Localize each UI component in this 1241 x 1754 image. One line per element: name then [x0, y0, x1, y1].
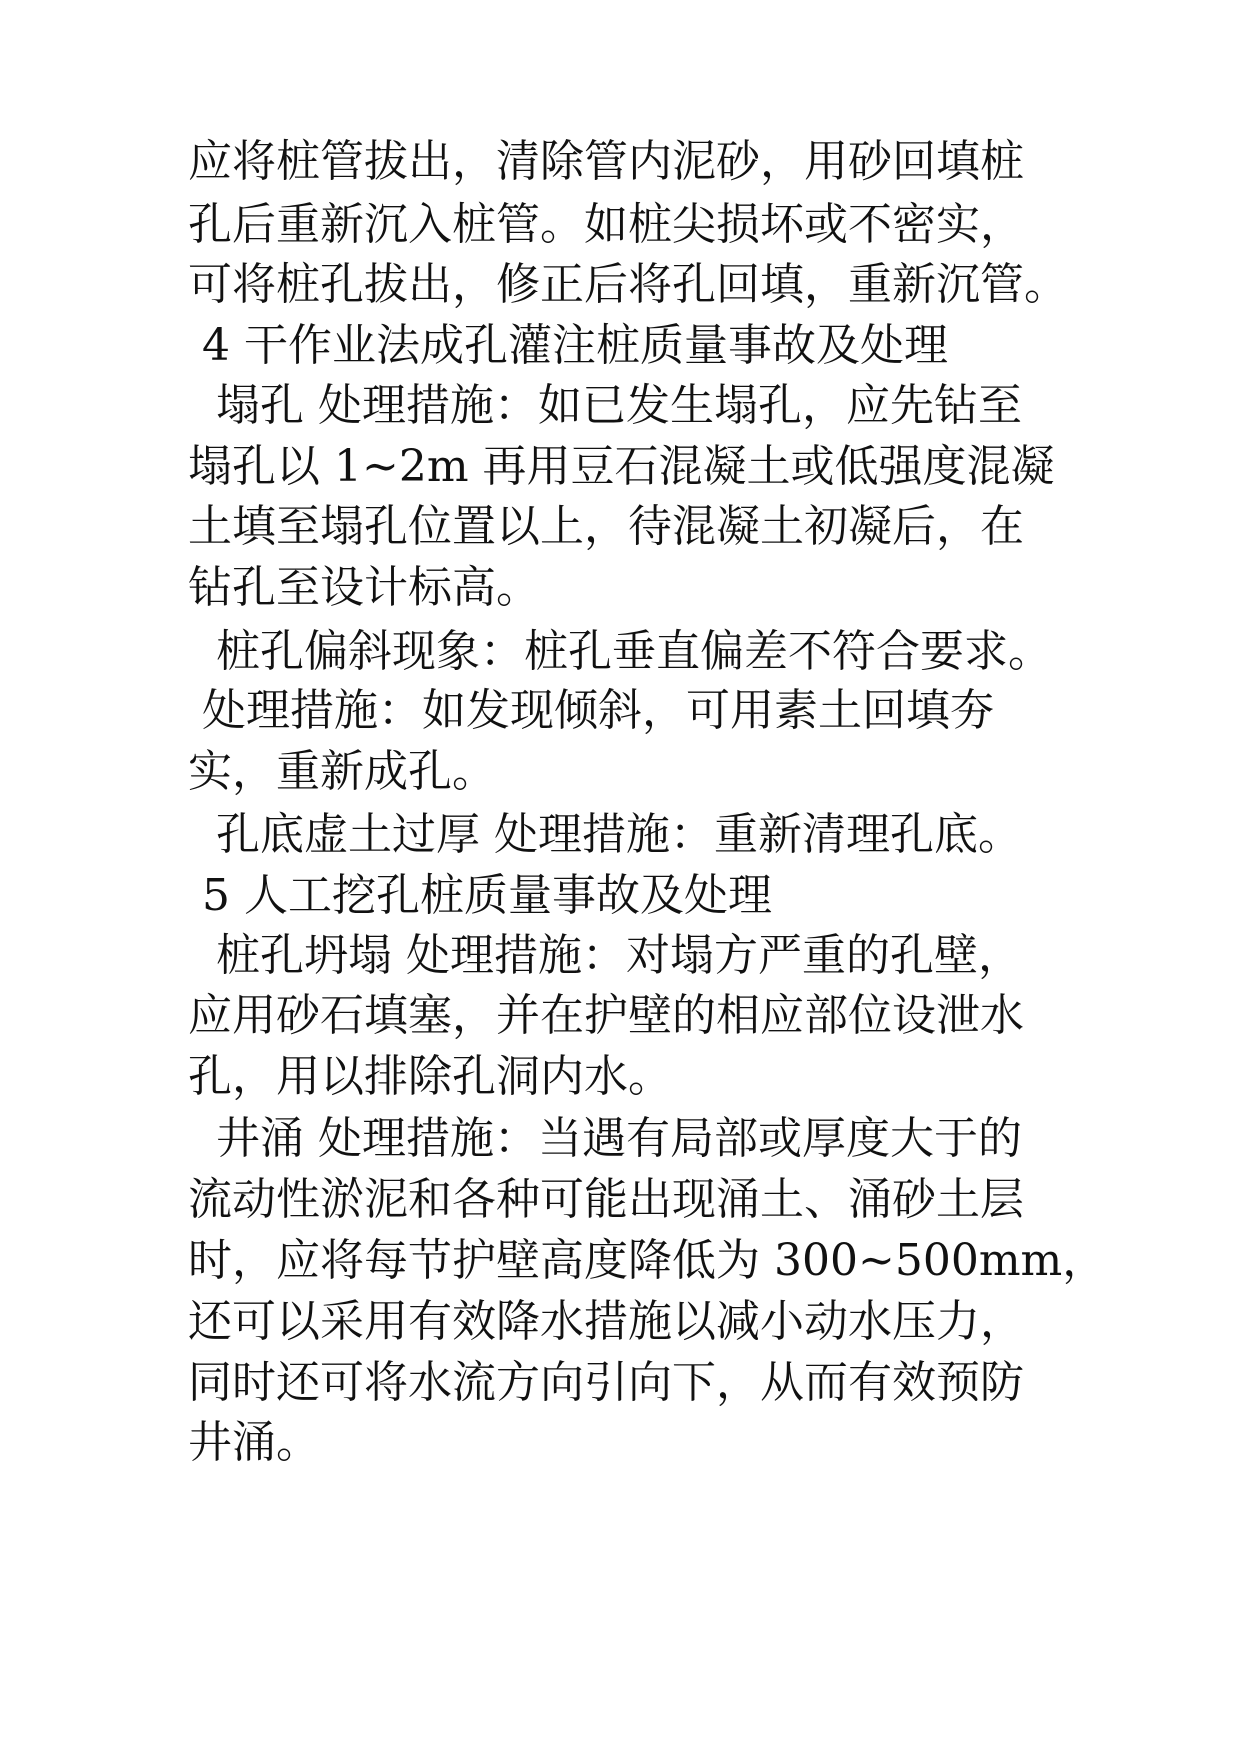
text-line: 塌孔以 1~2m 再用豆石混凝土或低强度混凝	[188, 441, 1055, 492]
text-line: 桩孔偏斜现象：桩孔垂直偏差不符合要求。	[188, 626, 1052, 677]
text-line: 应将桩管拔出，清除管内泥砂，用砂回填桩	[188, 136, 1024, 187]
text-line: 可将桩孔拔出，修正后将孔回填，重新沉管。	[188, 259, 1068, 310]
text-line: 孔底虚土过厚 处理措施：重新清理孔底。	[188, 809, 1022, 860]
text-line: 时，应将每节护壁高度降低为 300~500mm，	[188, 1235, 1107, 1286]
section-heading: 5 人工挖孔桩质量事故及处理	[188, 870, 772, 921]
text-line: 应用砂石填塞，并在护壁的相应部位设泄水	[188, 990, 1024, 1041]
text-line: 孔，用以排除孔洞内水。	[188, 1051, 672, 1102]
text-line: 井涌 处理措施：当遇有局部或厚度大于的	[188, 1113, 1022, 1164]
text-line: 塌孔 处理措施：如已发生塌孔，应先钻至	[188, 380, 1022, 431]
text-line: 实，重新成孔。	[188, 746, 496, 797]
text-line: 孔后重新沉入桩管。如桩尖损坏或不密实，	[188, 199, 1024, 250]
text-line: 土填至塌孔位置以上，待混凝土初凝后，在	[188, 501, 1024, 552]
text-line: 还可以采用有效降水措施以减小动水压力，	[188, 1296, 1024, 1347]
text-line: 桩孔坍塌 处理措施：对塌方严重的孔壁，	[188, 930, 1022, 981]
text-line: 流动性淤泥和各种可能出现涌土、涌砂土层	[188, 1174, 1024, 1225]
text-line: 钻孔至设计标高。	[188, 562, 540, 613]
text-line: 处理措施：如发现倾斜，可用素土回填夯	[188, 685, 994, 736]
section-heading: 4 干作业法成孔灌注桩质量事故及处理	[188, 320, 948, 371]
text-line: 同时还可将水流方向引向下，从而有效预防	[188, 1357, 1024, 1408]
text-line: 井涌。	[188, 1417, 320, 1468]
